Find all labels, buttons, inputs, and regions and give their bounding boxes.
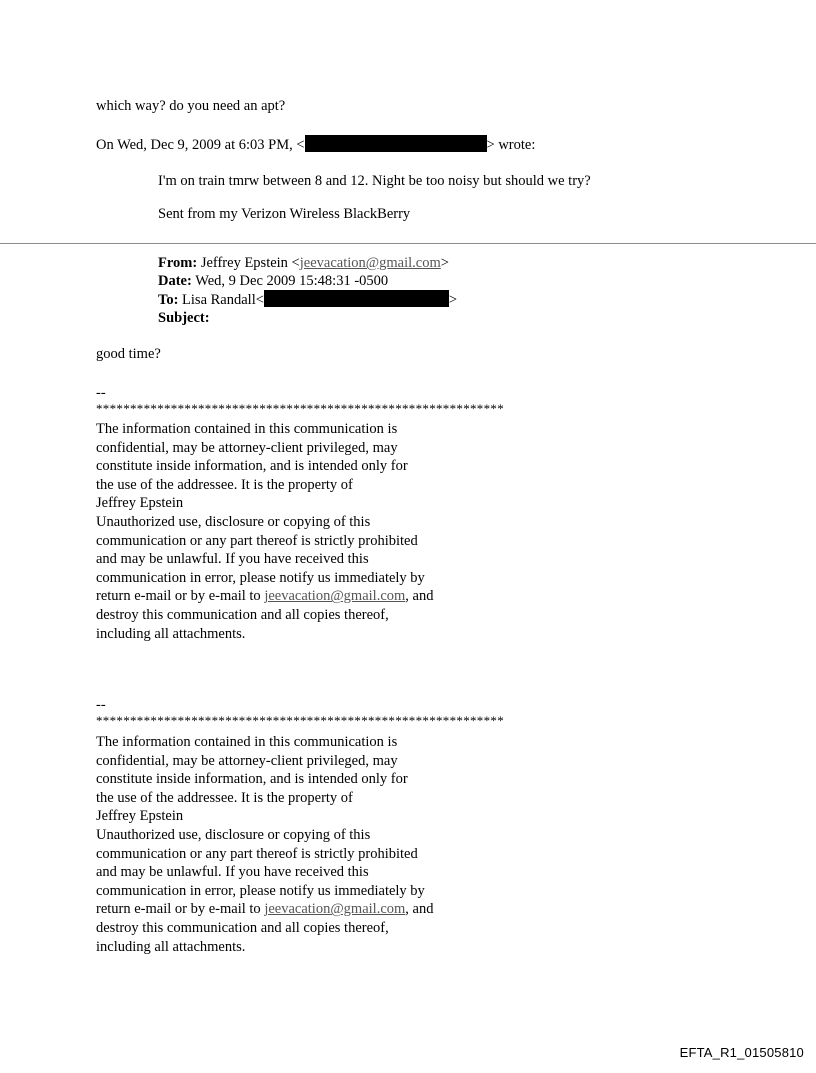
disclaimer-line: Unauthorized use, disclosure or copying of this [96,514,371,530]
disclaimer-line: the use of the addressee. It is the property of [96,476,353,493]
quote-intro [96,135,535,154]
disclaimer-line: communication in error, please notify us immediately by [96,882,425,899]
document-id: EFTA_R1_01505810 [679,1045,804,1060]
disclaimer-email-link[interactable]: jeevacation@gmail.com [264,901,406,918]
from-email-link[interactable]: jeevacation@gmail.com [299,255,441,271]
to-close: > [448,292,458,308]
header-date [158,272,388,290]
to-label: To: [158,292,179,308]
disclaimer-line: and may be unlawful. If you have received this [96,551,369,568]
quoted-message: I'm on train tmrw between 8 and 12. Night be too noisy but should we try? [158,173,591,189]
to-name: Lisa Randall< [182,292,264,308]
signature-dashes: -- [96,697,106,713]
disclaimer-line: and may be unlawful. If you have received this [96,864,369,881]
disclaimer-line: The information contained in this communication is [96,421,398,437]
redaction-box [305,135,487,152]
quote-intro-prefix: On Wed, Dec 9, 2009 at 6:03 PM, < [96,137,305,153]
disclaimer-line: Unauthorized use, disclosure or copying of this [96,827,371,843]
original-body: good time? [96,346,161,362]
disclaimer-line: Jeffrey Epstein [96,808,184,825]
quote-intro-suffix: > wrote: [486,137,536,153]
star-divider: ************************************************************ [96,713,504,728]
disclaimer-line: communication or any part thereof is strictly prohibited [96,845,418,862]
header-to [158,290,457,309]
disclaimer-line: communication in error, please notify us immediately by [96,569,425,586]
disclaimer-line: constitute inside information, and is intended only for [96,771,408,788]
star-divider: ************************************************************ [96,401,504,416]
disclaimer-email-prefix: return e-mail or by e-mail to [96,588,265,605]
from-name: Jeffrey Epstein < [200,255,300,271]
disclaimer-email-link[interactable]: jeevacation@gmail.com [264,588,406,605]
disclaimer-line: Jeffrey Epstein [96,495,184,512]
disclaimer-email-line [96,900,433,919]
header-from [158,254,449,272]
from-label: From: [158,255,198,271]
header-subject [158,309,210,327]
separator-rule [0,243,816,244]
signature-dashes: -- [96,385,106,401]
disclaimer-line: destroy this communication and all copies thereof, [96,607,389,623]
disclaimer-email-suffix: , and [405,588,434,605]
date-value: Wed, 9 Dec 2009 15:48:31 -0500 [195,273,389,289]
disclaimer-line: constitute inside information, and is intended only for [96,458,408,475]
disclaimer-line: including all attachments. [96,938,246,955]
disclaimer-email-prefix: return e-mail or by e-mail to [96,901,265,918]
disclaimer-line: The information contained in this communication is [96,734,398,750]
quoted-signature: Sent from my Verizon Wireless BlackBerry [158,206,411,222]
disclaimer-email-line [96,587,433,606]
disclaimer-line: confidential, may be attorney-client privileged, may [96,439,398,456]
reply-body: which way? do you need an apt? [96,98,286,114]
disclaimer-line: destroy this communication and all copies thereof, [96,920,389,936]
disclaimer-line: confidential, may be attorney-client privileged, may [96,752,398,769]
disclaimer-line: communication or any part thereof is strictly prohibited [96,532,418,549]
subject-label: Subject: [158,310,210,326]
disclaimer-email-suffix: , and [405,901,434,918]
disclaimer-line: including all attachments. [96,625,246,642]
from-close: > [440,255,449,271]
date-label: Date: [158,273,192,289]
disclaimer-line: the use of the addressee. It is the property of [96,789,353,806]
redaction-box [264,290,449,307]
